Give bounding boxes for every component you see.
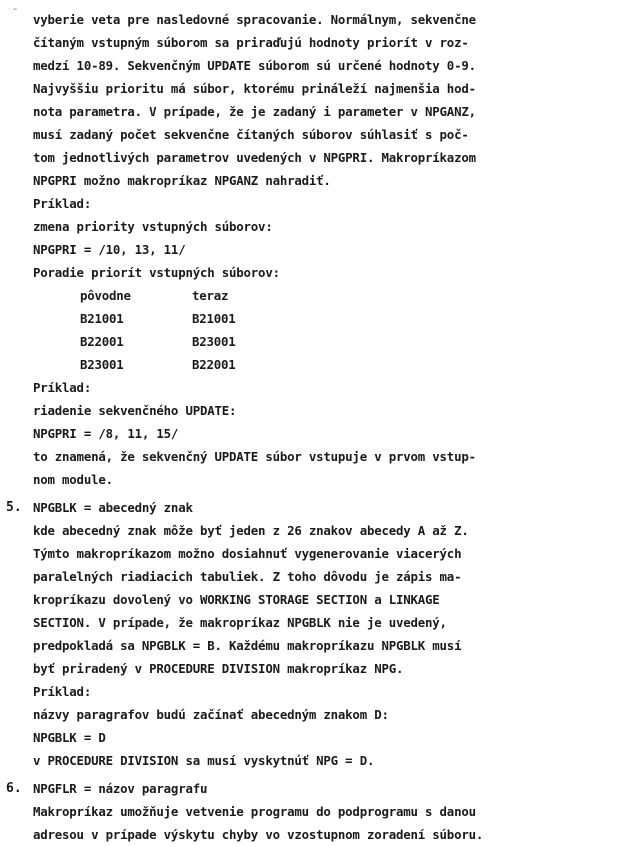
text-line: nom module.	[33, 472, 113, 487]
text-line: vyberie veta pre nasledovné spracovanie. Normálnym, sekvenčne	[33, 12, 476, 27]
text-line: čítaným vstupným súborom sa priraďujú hodnoty priorít v roz-	[33, 35, 469, 50]
text-line: Makropríkaz umožňuje vetvenie programu do podprogramu s danou	[33, 804, 476, 819]
text-line: nota parametra. V prípade, že je zadaný i parameter v NPGANZ,	[33, 104, 476, 119]
text-line: tom jednotlivých parametrov uvedených v NPGPRI. Makropríkazom	[33, 150, 476, 165]
example-description: zmena priority vstupných súborov:	[33, 219, 273, 234]
text-line: v PROCEDURE DIVISION sa musí vyskytnúť NPG = D.	[33, 753, 375, 768]
text-line: to znamená, že sekvenčný UPDATE súbor vstupuje v prvom vstup-	[33, 449, 476, 464]
example-code: NPGPRI = /8, 11, 15/	[33, 426, 179, 441]
text-line: paralelných riadiacich tabuliek. Z toho dôvodu je zápis ma-	[33, 569, 462, 584]
text-line: Týmto makropríkazom možno dosiahnuť vygenerovanie viacerých	[33, 546, 462, 561]
item-heading: NPGFLR = názov paragrafu	[33, 781, 208, 796]
example-code: NPGBLK = D	[33, 730, 106, 745]
priority-order-title: Poradie priorít vstupných súborov:	[33, 265, 280, 280]
table-cell: B21001	[192, 311, 236, 326]
table-cell: B23001	[80, 357, 124, 372]
example-description: riadenie sekvenčného UPDATE:	[33, 403, 237, 418]
text-line: predpokladá sa NPGBLK = B. Každému makropríkazu NPGBLK musí	[33, 638, 462, 653]
example-label: Príklad:	[33, 684, 92, 699]
example-label: Príklad:	[33, 196, 92, 211]
example-code: NPGPRI = /10, 13, 11/	[33, 242, 186, 257]
table-cell: B22001	[80, 334, 124, 349]
text-line: medzí 10-89. Sekvenčným UPDATE súborom sú určené hodnoty 0-9.	[33, 58, 476, 73]
text-line: kropríkazu dovolený vo WORKING STORAGE SECTION a LINKAGE	[33, 592, 440, 607]
margin-mark: ˜	[12, 8, 19, 19]
table-cell: B22001	[192, 357, 236, 372]
table-cell: B23001	[192, 334, 236, 349]
text-line: SECTION. V prípade, že makropríkaz NPGBLK nie je uvedený,	[33, 615, 447, 630]
text-line: adresou v prípade výskytu chyby vo vzostupnom zoradení súboru.	[33, 827, 484, 842]
text-line: Najvyššiu prioritu má súbor, ktorému prináleží najmenšia hod-	[33, 81, 476, 96]
text-line: musí zadaný počet sekvenčne čítaných súborov súhlasiť s poč-	[33, 127, 469, 142]
column-header-after: teraz	[192, 288, 229, 303]
text-line: byť priradený v PROCEDURE DIVISION makropríkaz NPG.	[33, 661, 404, 676]
table-cell: B21001	[80, 311, 124, 326]
example-description: názvy paragrafov budú začínať abecedným znakom D:	[33, 707, 389, 722]
item-heading: NPGBLK = abecedný znak	[33, 500, 193, 515]
text-line: NPGPRI možno makropríkaz NPGANZ nahradiť.	[33, 173, 331, 188]
column-header-before: pôvodne	[80, 288, 131, 303]
item-number: 6.	[6, 781, 22, 796]
text-line: kde abecedný znak môže byť jeden z 26 znakov abecedy A až Z.	[33, 523, 469, 538]
item-number: 5.	[6, 500, 22, 515]
example-label: Príklad:	[33, 380, 92, 395]
